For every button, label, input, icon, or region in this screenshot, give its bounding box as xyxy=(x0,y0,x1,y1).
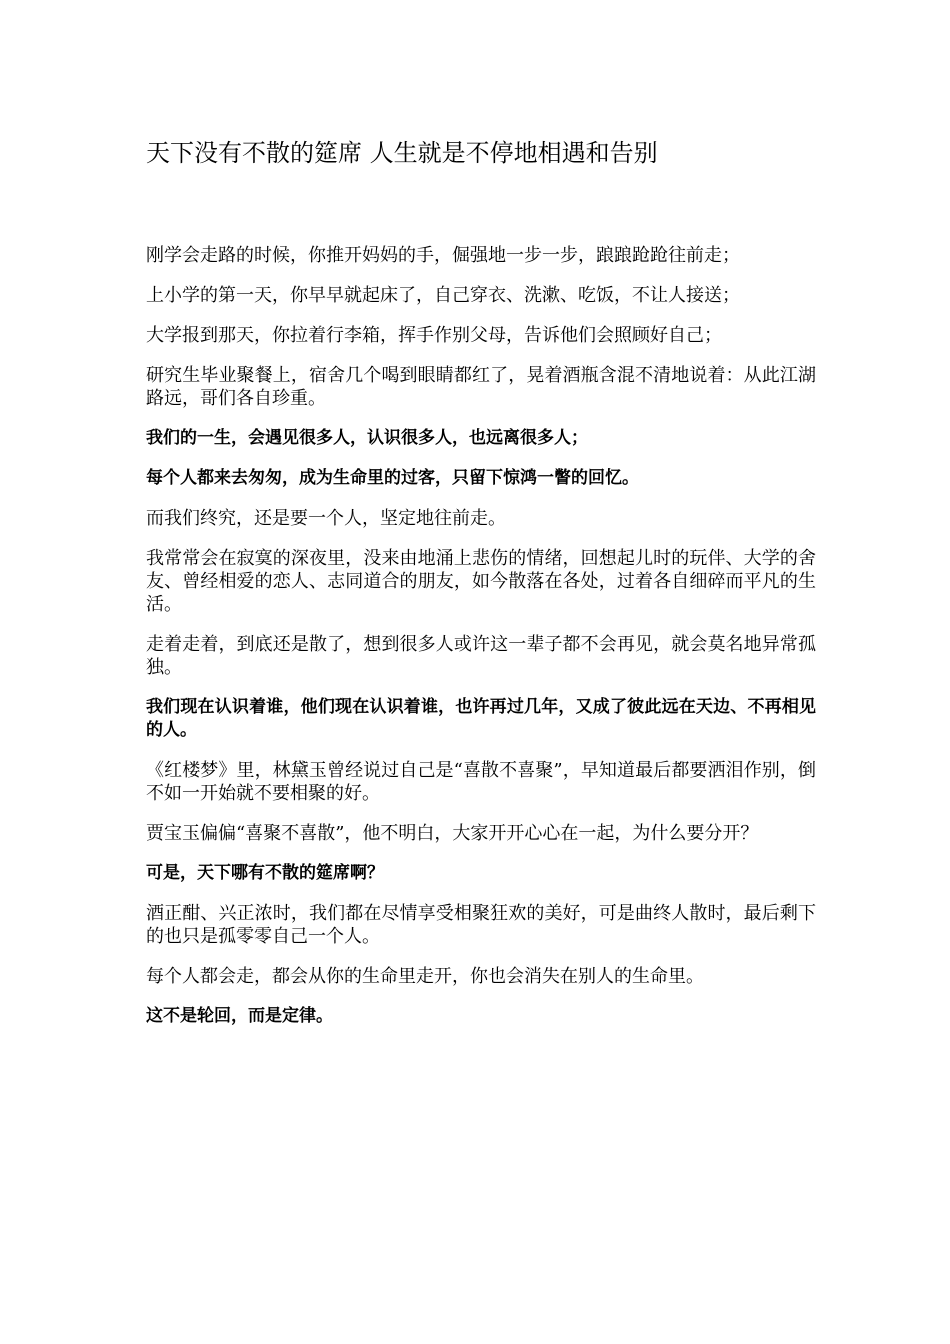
paragraph: 每个人都来去匆匆，成为生命里的过客，只留下惊鸿一瞥的回忆。 xyxy=(146,468,639,488)
paragraph: 这不是轮回，而是定律。 xyxy=(146,1006,333,1026)
paragraph: 研究生毕业聚餐上，宿舍几个喝到眼睛都红了，晃着酒瓶含混不清地说着：从此江湖路远，哥们各自珍重。 xyxy=(146,365,816,409)
paragraph: 《红楼梦》里，林黛玉曾经说过自己是“喜散不喜聚”，早知道最后都要洒泪作别，倒不如一开始就不要相聚的好。 xyxy=(146,760,816,804)
document-body xyxy=(146,244,816,1045)
document-title: 天下没有不散的筵席 人生就是不停地相遇和告别 xyxy=(146,139,658,167)
paragraph: 贾宝玉偏偏“喜聚不喜散”，他不明白，大家开开心心在一起，为什么要分开？ xyxy=(146,823,759,844)
paragraph: 我们的一生，会遇见很多人，认识很多人，也远离很多人； xyxy=(146,428,588,448)
paragraph: 可是，天下哪有不散的筵席啊？ xyxy=(146,863,384,883)
paragraph: 我们现在认识着谁，他们现在认识着谁，也许再过几年，又成了彼此远在天边、不再相见的人。 xyxy=(146,697,816,740)
paragraph: 大学报到那天，你拉着行李箱，挥手作别父母，告诉他们会照顾好自己； xyxy=(146,325,722,346)
paragraph: 我常常会在寂寞的深夜里，没来由地涌上悲伤的情绪，回想起儿时的玩伴、大学的舍友、曾经相爱的恋人、志同道合的朋友，如今散落在各处，过着各自细碎而平凡的生活。 xyxy=(146,548,816,615)
paragraph: 而我们终究，还是要一个人，坚定地往前走。 xyxy=(146,508,506,529)
paragraph: 每个人都会走，都会从你的生命里走开，你也会消失在别人的生命里。 xyxy=(146,966,704,987)
paragraph: 刚学会走路的时候，你推开妈妈的手，倔强地一步一步，踉踉跄跄往前走； xyxy=(146,245,740,266)
paragraph: 上小学的第一天，你早早就起床了，自己穿衣、洗漱、吃饭，不让人接送； xyxy=(146,285,740,306)
paragraph: 酒正酣、兴正浓时，我们都在尽情享受相聚狂欢的美好，可是曲终人散时，最后剩下的也只是孤零零自己一个人。 xyxy=(146,903,816,947)
paragraph: 走着走着，到底还是散了，想到很多人或许这一辈子都不会再见，就会莫名地异常孤独。 xyxy=(146,634,816,678)
